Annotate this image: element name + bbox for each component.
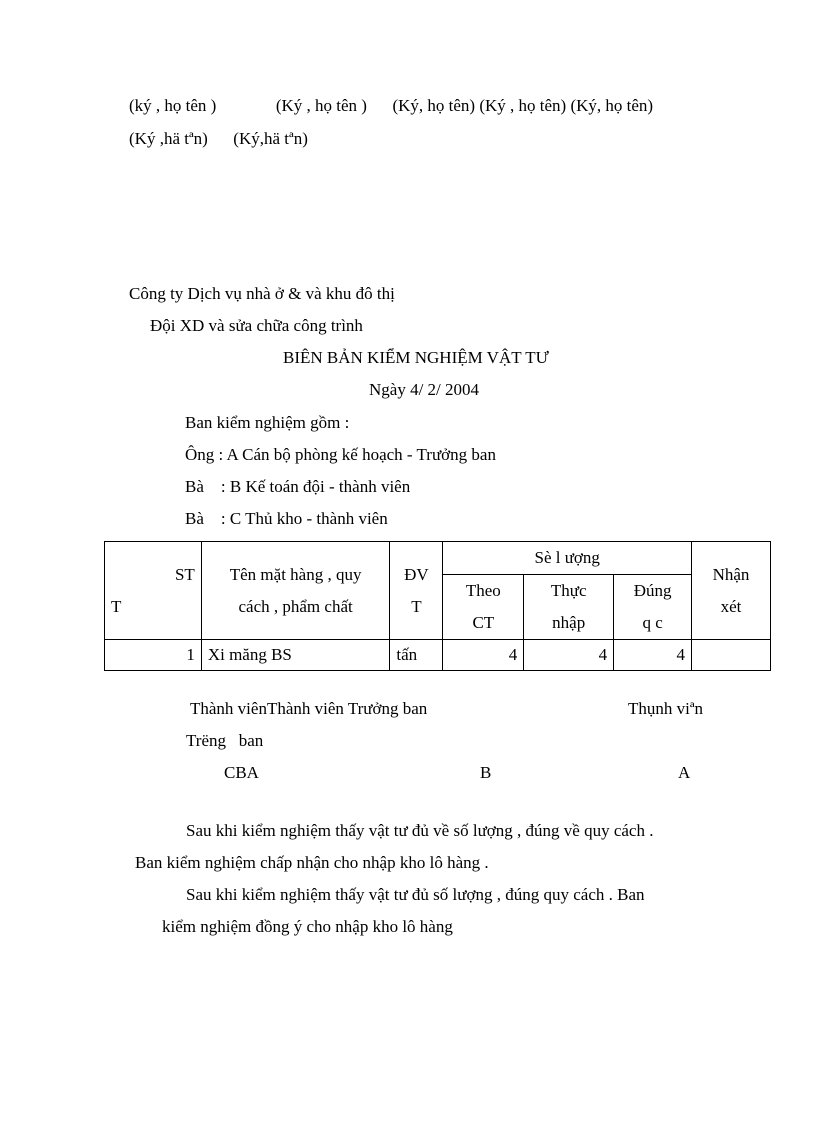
cell-stt: 1 [105, 640, 202, 671]
inspection-table [104, 541, 771, 671]
header-stt: ST T [105, 542, 202, 640]
header-remarks: Nhận xét [692, 542, 771, 640]
cell-item-name: Xi măng BS [201, 640, 390, 671]
header-item-name: Tên mặt hàng , quy cách , phẩm chất [201, 542, 390, 640]
cell-spec-compliant: 4 [614, 640, 692, 671]
signature-placeholder-row-2: (Ký ,hä tªn) (Ký,hä tªn) [129, 129, 308, 148]
table-row [105, 640, 771, 671]
document-date: Ngày 4/ 2/ 2004 [369, 380, 480, 399]
committee-member-3: Bà : C Thủ kho - thành viên [185, 509, 388, 528]
signature-role-right: Thụnh viªn [628, 699, 704, 718]
cell-remarks [692, 640, 771, 671]
table-header-row-1 [105, 542, 771, 575]
header-per-document: Theo CT [443, 575, 524, 640]
signature-placeholder-row-1: (ký , họ tên ) (Ký , họ tên ) (Ký, họ tên) (Ký , họ tên) (Ký, họ tên) [129, 96, 654, 115]
conclusion-paragraph-1-line-1: Sau khi kiểm nghiệm thấy vật tư đủ về số lượng , đúng về quy cách . [186, 821, 654, 840]
cell-unit: tấn [390, 640, 443, 671]
conclusion-paragraph-1-line-2: Ban kiểm nghiệm chấp nhận cho nhập kho lô hàng . [135, 853, 489, 872]
committee-member-1: Ông : A Cán bộ phòng kế hoạch - Trưởng ban [185, 445, 496, 464]
committee-member-2: Bà : B Kế toán đội - thành viên [185, 477, 411, 496]
conclusion-paragraph-2-line-2: kiểm nghiệm đồng ý cho nhập kho lô hàng [162, 917, 453, 936]
company-name: Công ty Dịch vụ nhà ở & và khu đô thị [129, 284, 395, 303]
header-unit: ĐV T [390, 542, 443, 640]
conclusion-paragraph-2-line-1: Sau khi kiểm nghiệm thấy vật tư đủ số lượng , đúng quy cách . Ban [186, 885, 645, 904]
header-quantity-group: Sè l ượng [443, 542, 692, 575]
header-spec-compliant: Đúng q c [614, 575, 692, 640]
header-actual-received: Thực nhập [524, 575, 614, 640]
signature-roles: Thành viênThành viên Trưởng ban [190, 699, 428, 718]
team-name: Đội XD và sửa chữa công trình [150, 316, 363, 335]
document-title: BIÊN BẢN KIỂM NGHIỆM VẬT TƯ [283, 348, 549, 367]
signature-roles-line-2: Trëng ban [186, 731, 264, 750]
signer-names-left: CBA [224, 763, 259, 782]
signer-name-right: A [678, 763, 691, 782]
committee-intro: Ban kiểm nghiệm gồm : [185, 413, 350, 432]
cell-per-document: 4 [443, 640, 524, 671]
signer-name-middle: B [480, 763, 492, 782]
cell-actual-received: 4 [524, 640, 614, 671]
